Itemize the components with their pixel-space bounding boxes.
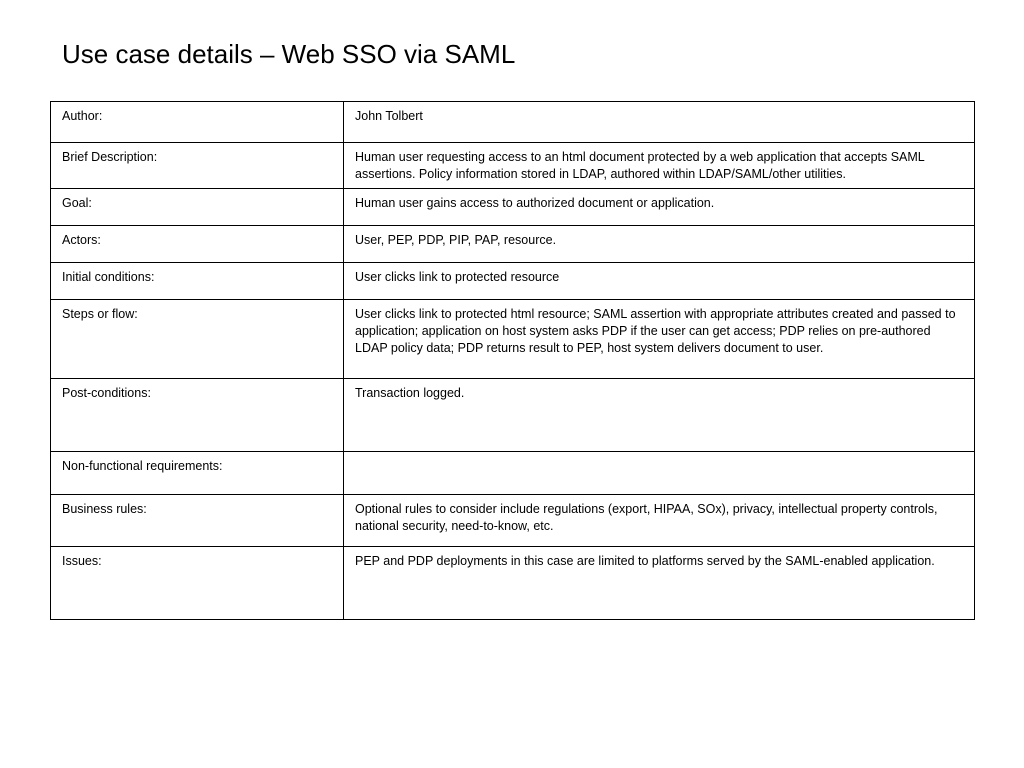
row-label-steps-or-flow: Steps or flow:: [51, 300, 344, 379]
page-title: Use case details – Web SSO via SAML: [62, 39, 516, 69]
table-row-issues: [51, 547, 975, 620]
table-row-actors: [51, 226, 975, 263]
row-value-initial-conditions: User clicks link to protected resource: [344, 263, 975, 300]
row-label-goal: Goal:: [51, 189, 344, 226]
row-label-non-functional-requirements: Non-functional requirements:: [51, 452, 344, 495]
table-row-non-functional-requirements: [51, 452, 975, 495]
row-value-actors: User, PEP, PDP, PIP, PAP, resource.: [344, 226, 975, 263]
table-row-brief-description: [51, 143, 975, 189]
table-row-initial-conditions: [51, 263, 975, 300]
row-label-brief-description: Brief Description:: [51, 143, 344, 189]
row-value-non-functional-requirements: [344, 452, 975, 495]
table-row-goal: [51, 189, 975, 226]
row-label-author: Author:: [51, 102, 344, 143]
table-row-post-conditions: [51, 379, 975, 452]
table-row-steps-or-flow: [51, 300, 975, 379]
row-value-goal: Human user gains access to authorized document or application.: [344, 189, 975, 226]
row-label-initial-conditions: Initial conditions:: [51, 263, 344, 300]
row-value-post-conditions: Transaction logged.: [344, 379, 975, 452]
table-row-author: [51, 102, 975, 143]
table-row-business-rules: [51, 495, 975, 547]
row-value-steps-or-flow: User clicks link to protected html resource; SAML assertion with appropriate attributes created and passed to application; application on host system asks PDP if the user can get access; PDP relies on pre-authored LDAP policy data; PDP returns result to PEP, host system delivers document to user.: [344, 300, 975, 379]
row-value-brief-description: Human user requesting access to an html document protected by a web application that accepts SAML assertions. Policy information stored in LDAP, authored within LDAP/SAML/other utilities.: [344, 143, 975, 189]
row-value-issues: PEP and PDP deployments in this case are limited to platforms served by the SAML-enabled application.: [344, 547, 975, 620]
row-label-business-rules: Business rules:: [51, 495, 344, 547]
row-value-business-rules: Optional rules to consider include regulations (export, HIPAA, SOx), privacy, intellectual property controls, national security, need-to-know, etc.: [344, 495, 975, 547]
use-case-details-table: [50, 101, 975, 620]
row-value-author: John Tolbert: [344, 102, 975, 143]
row-label-issues: Issues:: [51, 547, 344, 620]
row-label-actors: Actors:: [51, 226, 344, 263]
row-label-post-conditions: Post-conditions:: [51, 379, 344, 452]
